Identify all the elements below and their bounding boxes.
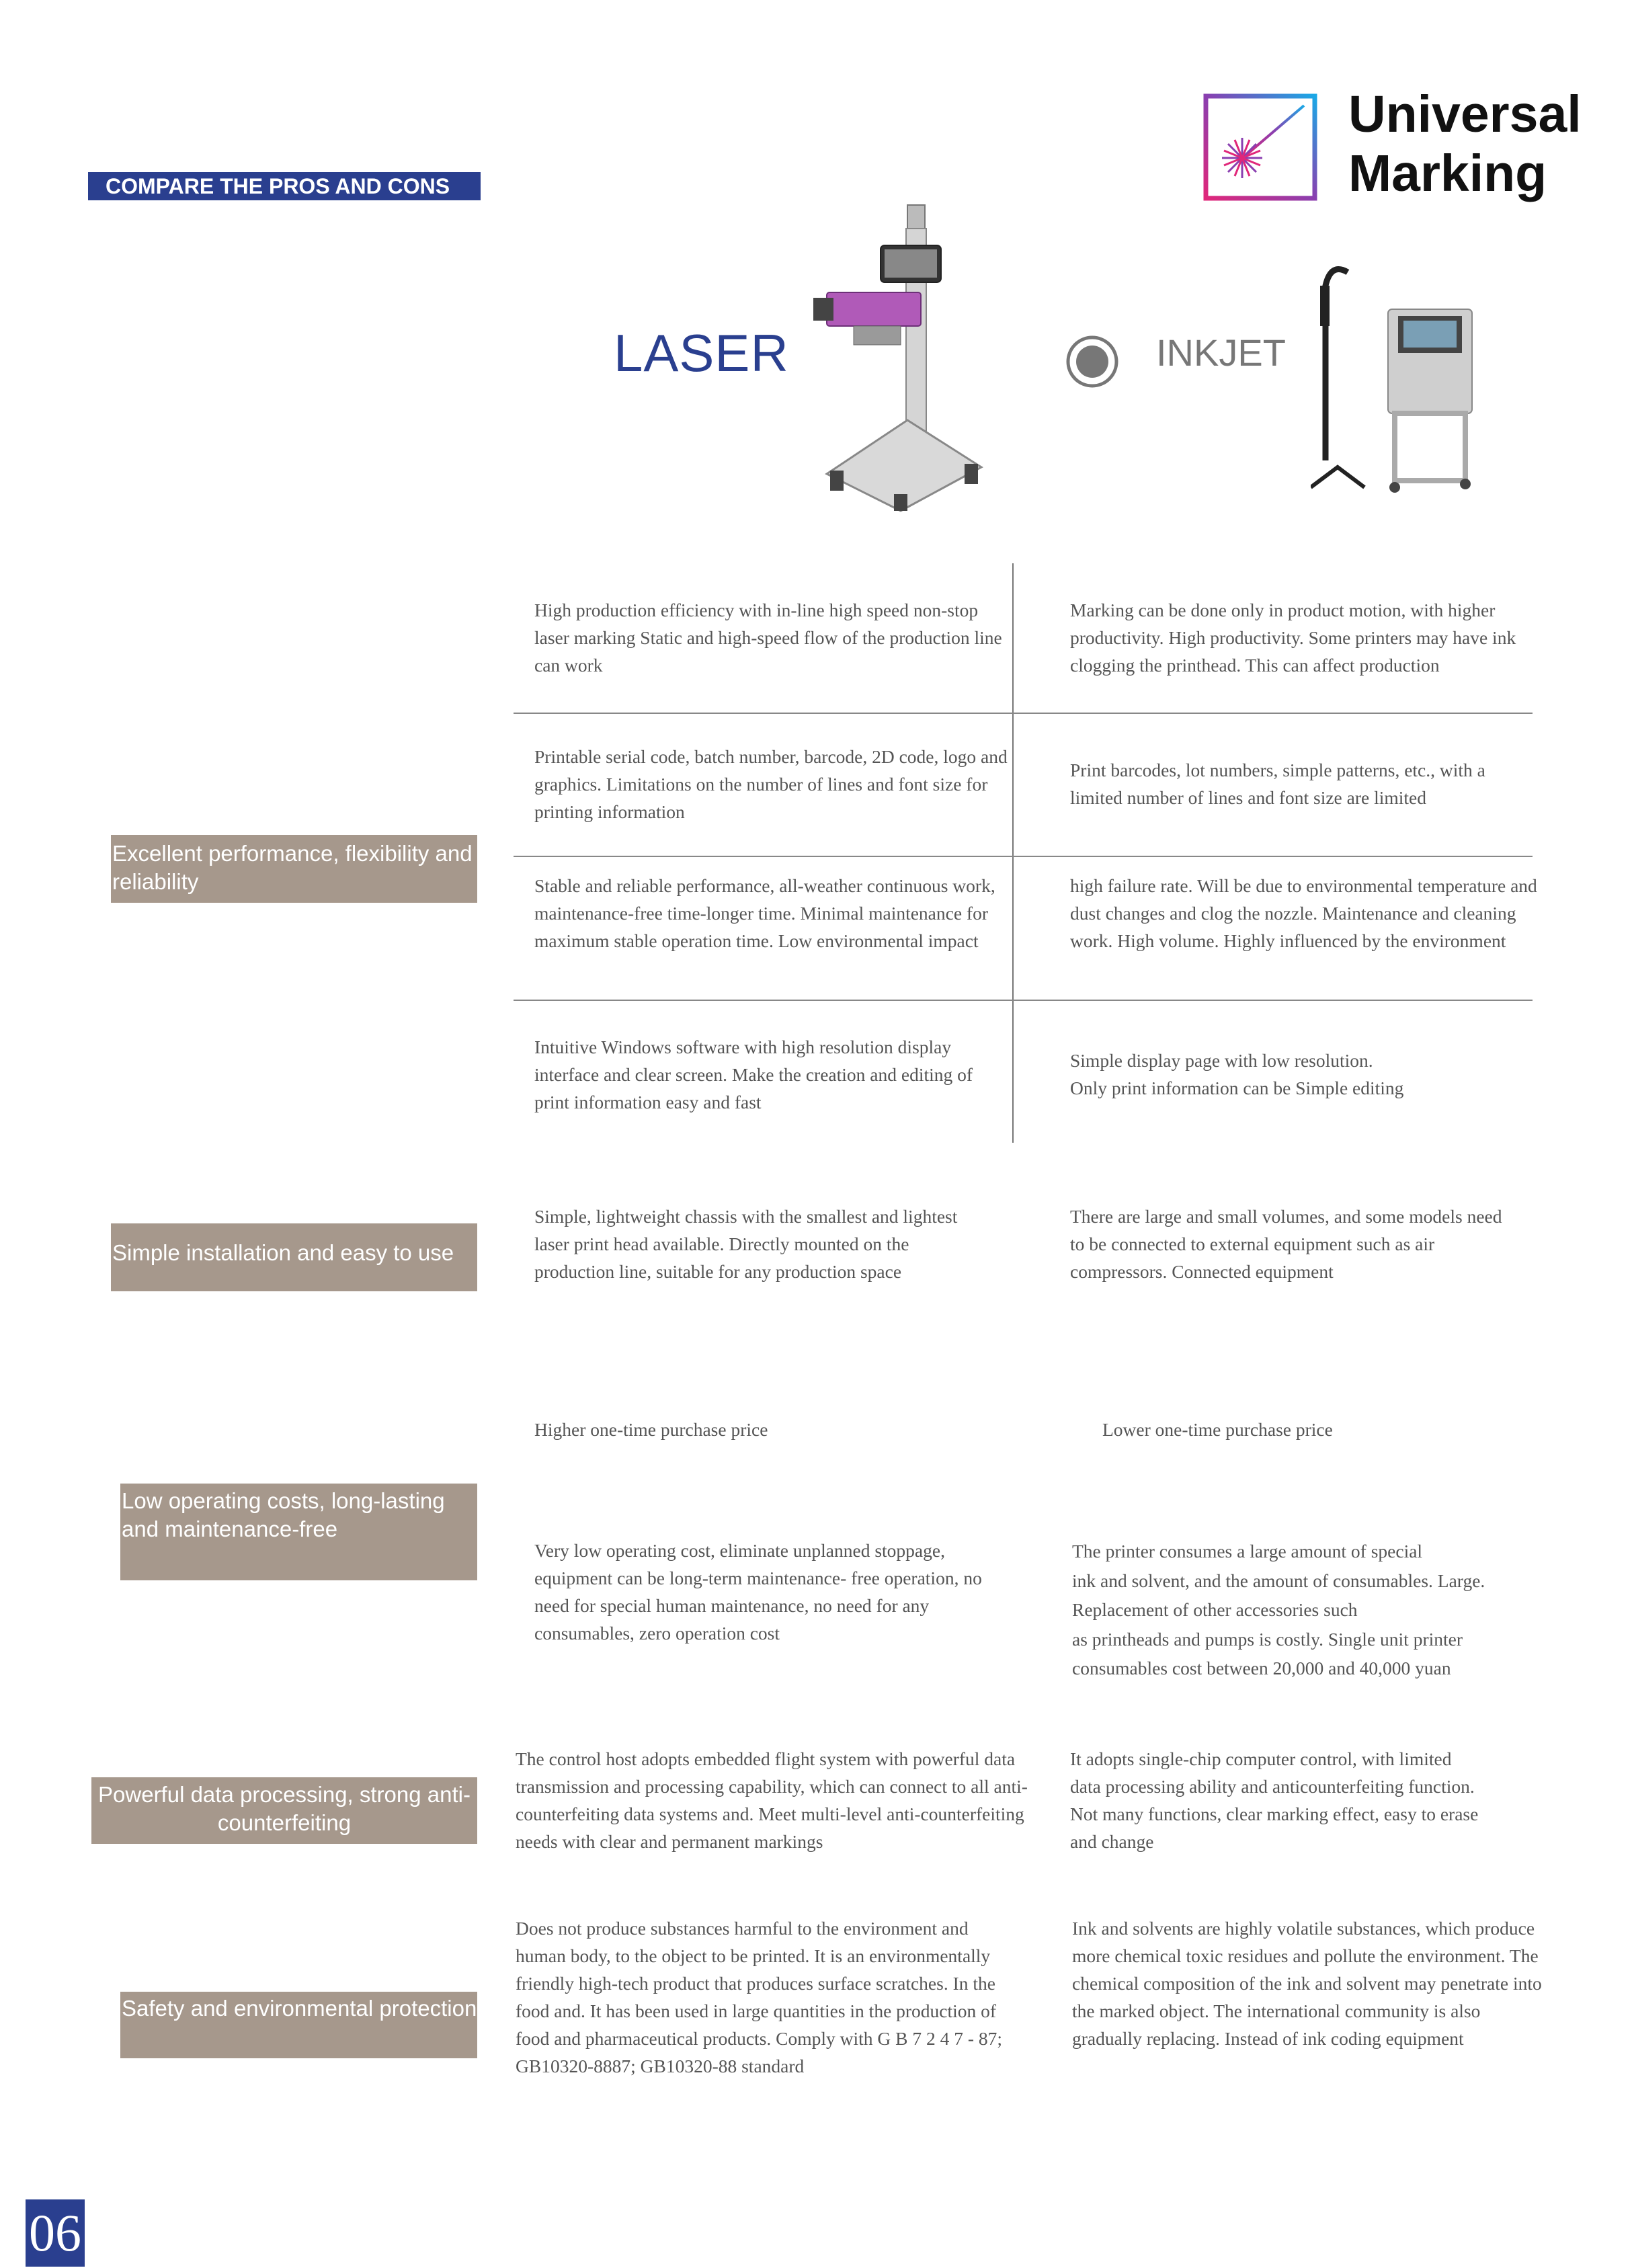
section-tag: COMPARE THE PROS AND CONS	[88, 172, 481, 200]
category-safety: Safety and environmental protection	[120, 1992, 477, 2058]
universal-marking-logo	[1203, 93, 1317, 201]
inkjet-installation-text: There are large and small volumes, and some models need to be connected to external equipment such as air compressors. Connected equipment	[1070, 1206, 1502, 1282]
inkjet-reliability-text: high failure rate. Will be due to environmental temperature and dust changes and clog the nozzle. Maintenance and cleaning work. High volume. Highly influenced by the environment	[1070, 875, 1537, 951]
inkjet-software-line-1: Simple display page with low resolution.	[1070, 1050, 1373, 1071]
inkjet-cost-line-3: Replacement of other accessories such	[1072, 1599, 1358, 1620]
laser-price-text: Higher one-time purchase price	[534, 1419, 768, 1440]
inkjet-safety-text: Ink and solvents are highly volatile substances, which produce more chemical toxic residues and pollute the environment. The chemical composition of the ink and solvent may penetrate into the marked object. The international community is also gradually replacing. Instead of ink coding equipment	[1072, 1918, 1542, 2049]
inkjet-selector-icon	[1065, 335, 1119, 389]
laser-title: LASER	[614, 323, 789, 382]
laser-safety-text: Does not produce substances harmful to the environment and human body, to the object to be printed. It is an environmentally friendly high-tech product that produces surface scratches. In the food and. It has been used in large quantities in the production of food and pharmaceutical products. Comply with G B 7 2 4 7 - 87; GB10320-8887; GB10320-88 standard	[516, 1918, 1003, 2076]
logo-text	[1348, 85, 1617, 203]
inkjet-software-text	[1070, 1047, 1541, 1102]
laser-software-text: Intuitive Windows software with high resolution display interface and clear screen. Make the creation and editing of print information easy and fast	[534, 1037, 973, 1112]
category-performance: Excellent performance, flexibility and reliability	[111, 835, 477, 903]
logo-line-1: Universal	[1348, 85, 1582, 143]
inkjet-cost-line-4: as printheads and pumps is costly. Single unit printer	[1072, 1628, 1463, 1650]
row-divider	[514, 713, 1533, 714]
inkjet-cost-line-2: ink and solvent, and the amount of consumables. Large.	[1072, 1570, 1485, 1591]
column-divider	[1012, 563, 1014, 1143]
laser-data-text: The control host adopts embedded flight system with powerful data transmission and processing capability, which can connect to all anti-counterfeiting data systems and. Meet multi-level anti-counterfeiting needs with clear and permanent markings	[516, 1748, 1028, 1852]
laser-installation-text: Simple, lightweight chassis with the smallest and lightest laser print head available. Directly mounted on the production line, suitable for any production space	[534, 1206, 958, 1282]
inkjet-data-text: It adopts single-chip computer control, with limited data processing ability and anticounterfeiting function. Not many functions, clear marking effect, easy to erase and change	[1070, 1748, 1479, 1852]
page-number: 06	[26, 2199, 85, 2267]
logo-line-2: Marking	[1348, 145, 1547, 202]
laser-operating-cost-text: Very low operating cost, eliminate unplanned stoppage, equipment can be long-term maintenance- free operation, no need for special human maintenance, no need for any consumables, zero operation cost	[534, 1540, 982, 1644]
laser-printing-text: Printable serial code, batch number, barcode, 2D code, logo and graphics. Limitations on the number of lines and font size for printing information	[534, 746, 1008, 822]
row-divider	[514, 856, 1533, 857]
laser-reliability-text: Stable and reliable performance, all-weather continuous work, maintenance-free time-longer time. Minimal maintenance for maximum stable operation time. Low environmental impact	[534, 875, 995, 951]
inkjet-cost-line-5: consumables cost between 20,000 and 40,000 yuan	[1072, 1658, 1451, 1678]
category-data: Powerful data processing, strong anti-counterfeiting	[91, 1777, 477, 1844]
laser-machine-image	[813, 198, 988, 514]
inkjet-efficiency-text: Marking can be done only in product motion, with higher productivity. High productivity. Some printers may have ink clogging the printhead. This can affect production	[1070, 600, 1516, 676]
inkjet-title: INKJET	[1156, 331, 1286, 374]
category-installation: Simple installation and easy to use	[111, 1223, 477, 1291]
row-divider	[514, 1000, 1533, 1001]
inkjet-price-text: Lower one-time purchase price	[1102, 1419, 1333, 1440]
inkjet-software-line-2: Only print information can be Simple editing	[1070, 1078, 1404, 1098]
inkjet-cost-line-1: The printer consumes a large amount of special	[1072, 1541, 1423, 1562]
category-costs: Low operating costs, long-lasting and maintenance-free	[120, 1484, 477, 1580]
inkjet-operating-cost-text	[1072, 1537, 1556, 1683]
laser-efficiency-text: High production efficiency with in-line high speed non-stop laser marking Static and high-speed flow of the production line can work	[534, 600, 1002, 676]
inkjet-machine-image	[1311, 259, 1492, 501]
inkjet-printing-text: Print barcodes, lot numbers, simple patterns, etc., with a limited number of lines and font size are limited	[1070, 760, 1485, 808]
